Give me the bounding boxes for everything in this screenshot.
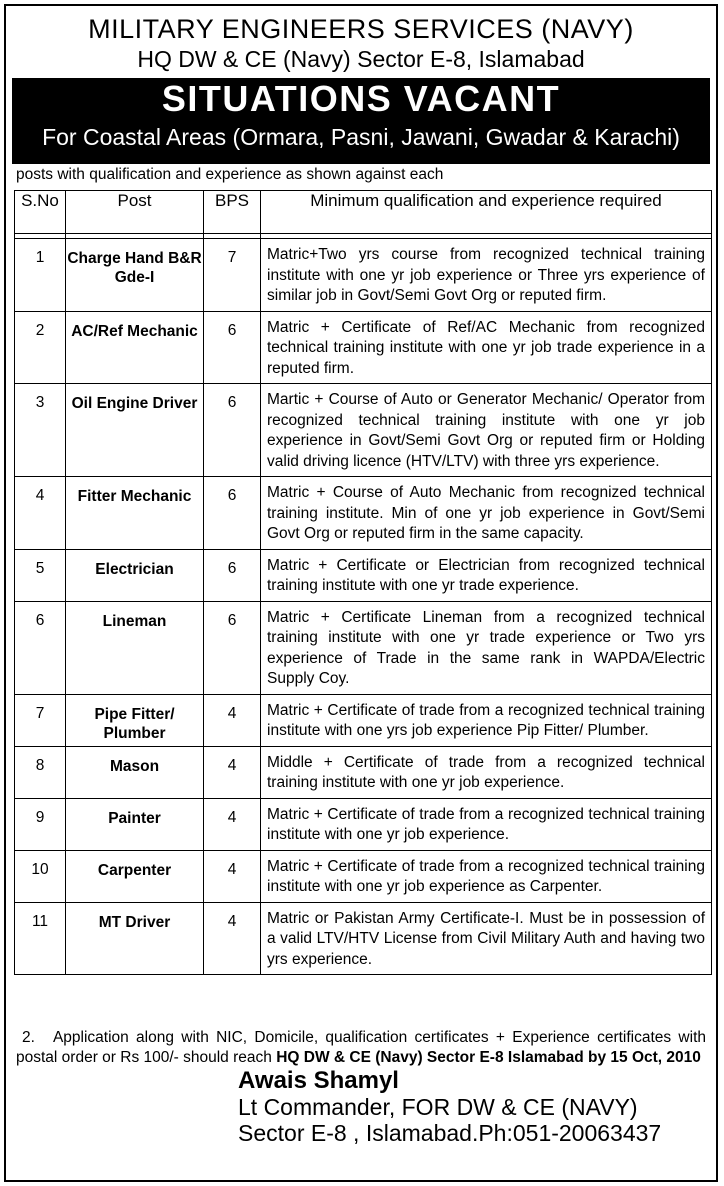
- row-bps: 6: [204, 384, 261, 477]
- row-post: Electrician: [66, 549, 204, 601]
- table-row: [15, 549, 712, 601]
- row-post: Carpenter: [66, 850, 204, 902]
- advertisement-page: [4, 4, 718, 1182]
- row-sno: 10: [15, 850, 66, 902]
- table-row: [15, 694, 712, 746]
- posts-table: [14, 190, 712, 975]
- signatory-name: Awais Shamyl: [238, 1067, 399, 1094]
- table-row: [15, 850, 712, 902]
- row-qualification: Matric + Course of Auto Mechanic from recognized technical training institute. Min of one yr job experience in Govt/Semi Govt Org or reputed firm in the same capacity.: [261, 477, 712, 550]
- header-sno: S.No: [15, 191, 66, 234]
- table-header-row: [15, 191, 712, 234]
- table-row: [15, 902, 712, 975]
- row-qualification: Matric + Certificate or Electrician from recognized technical training institute with one yr trade experience.: [261, 549, 712, 601]
- footer-deadline: HQ DW & CE (Navy) Sector E-8 Islamabad by 15 Oct, 2010: [276, 1049, 701, 1066]
- footer-paragraph: [16, 1028, 706, 1068]
- header-qualification: Minimum qualification and experience required: [261, 191, 712, 234]
- row-post: MT Driver: [66, 902, 204, 975]
- row-qualification: Middle + Certificate of trade from a recognized technical training institute with one yr job experience.: [261, 746, 712, 798]
- row-sno: 11: [15, 902, 66, 975]
- row-bps: 6: [204, 601, 261, 694]
- row-sno: 7: [15, 694, 66, 746]
- organization-title: MILITARY ENGINEERS SERVICES (NAVY): [88, 14, 634, 44]
- intro-number: 1.: [22, 146, 35, 163]
- row-bps: 6: [204, 477, 261, 550]
- row-post: Oil Engine Driver: [66, 384, 204, 477]
- table-row: [15, 239, 712, 312]
- row-sno: 4: [15, 477, 66, 550]
- intro-paragraph: [16, 145, 706, 185]
- banner-title: SITUATIONS VACANT: [161, 78, 561, 119]
- row-sno: 5: [15, 549, 66, 601]
- row-qualification: Matric+Two yrs course from recognized technical training institute with one yr job experience or Three yrs experience of similar job in Govt/Semi Govt Org or reputed firm.: [261, 239, 712, 312]
- table-row: [15, 746, 712, 798]
- row-post: Mason: [66, 746, 204, 798]
- row-bps: 7: [204, 239, 261, 312]
- table-row: [15, 477, 712, 550]
- banner-subtitle: For Coastal Areas (Ormara, Pasni, Jawani, Gwadar & Karachi): [42, 124, 680, 150]
- row-sno: 1: [15, 239, 66, 312]
- row-post: AC/Ref Mechanic: [66, 311, 204, 384]
- row-post: Lineman: [66, 601, 204, 694]
- row-sno: 3: [15, 384, 66, 477]
- row-qualification: Matric + Certificate of Ref/AC Mechanic from recognized technical training institute with one yr job trade experience in a reputed firm.: [261, 311, 712, 384]
- footer-number: 2.: [22, 1029, 35, 1046]
- row-sno: 8: [15, 746, 66, 798]
- intro-text: Applications are invited from suitable candidates for appointment on merit against the following posts with qualification and experience as shown against each: [16, 146, 702, 183]
- row-qualification: Matric + Certificate Lineman from a recognized technical training institute with one yr trade experience or Two yrs experience of Trade in the same rank in WAPDA/Electric Supply Coy.: [261, 601, 712, 694]
- row-post: Painter: [66, 798, 204, 850]
- row-post: Pipe Fitter/ Plumber: [66, 694, 204, 746]
- row-qualification: Matric or Pakistan Army Certificate-I. Must be in possession of a valid LTV/HTV License from Civil Military Auth and having two yrs experience.: [261, 902, 712, 975]
- row-bps: 4: [204, 694, 261, 746]
- footer-text: Application along with NIC, Domicile, qualification certificates + Experience certificates with postal order or Rs 100/- should reach: [16, 1029, 706, 1066]
- row-qualification: Matric + Certificate of trade from a recognized technical training institute with one yr job experience as Carpenter.: [261, 850, 712, 902]
- table-row: [15, 311, 712, 384]
- row-sno: 9: [15, 798, 66, 850]
- table-row: [15, 798, 712, 850]
- row-qualification: Matric + Certificate of trade from a recognized technical training institute with one yrs job experience Pip Fitter/ Plumber.: [261, 694, 712, 746]
- table-row: [15, 384, 712, 477]
- row-bps: 4: [204, 746, 261, 798]
- row-sno: 2: [15, 311, 66, 384]
- row-sno: 6: [15, 601, 66, 694]
- row-post: Charge Hand B&R Gde-I: [66, 239, 204, 312]
- row-post: Fitter Mechanic: [66, 477, 204, 550]
- row-bps: 6: [204, 311, 261, 384]
- row-bps: 4: [204, 902, 261, 975]
- row-bps: 4: [204, 850, 261, 902]
- row-bps: 4: [204, 798, 261, 850]
- signatory-designation: Lt Commander, FOR DW & CE (NAVY): [238, 1094, 638, 1120]
- table-body: [15, 239, 712, 975]
- row-qualification: Martic + Course of Auto or Generator Mechanic/ Operator from recognized technical training institute with one yr job experience in Govt/Semi Govt Org or reputed firm or Holding valid driving licence (HTV/LTV) with three yrs experience.: [261, 384, 712, 477]
- row-qualification: Matric + Certificate of trade from a recognized technical training institute with one yr job experience.: [261, 798, 712, 850]
- signature-block: [238, 1068, 661, 1146]
- table-row: [15, 601, 712, 694]
- header-bps: BPS: [204, 191, 261, 234]
- row-bps: 6: [204, 549, 261, 601]
- hq-address: HQ DW & CE (Navy) Sector E-8, Islamabad: [137, 46, 585, 72]
- header-post: Post: [66, 191, 204, 234]
- signatory-address: Sector E-8 , Islamabad.Ph:051-20063437: [238, 1120, 662, 1146]
